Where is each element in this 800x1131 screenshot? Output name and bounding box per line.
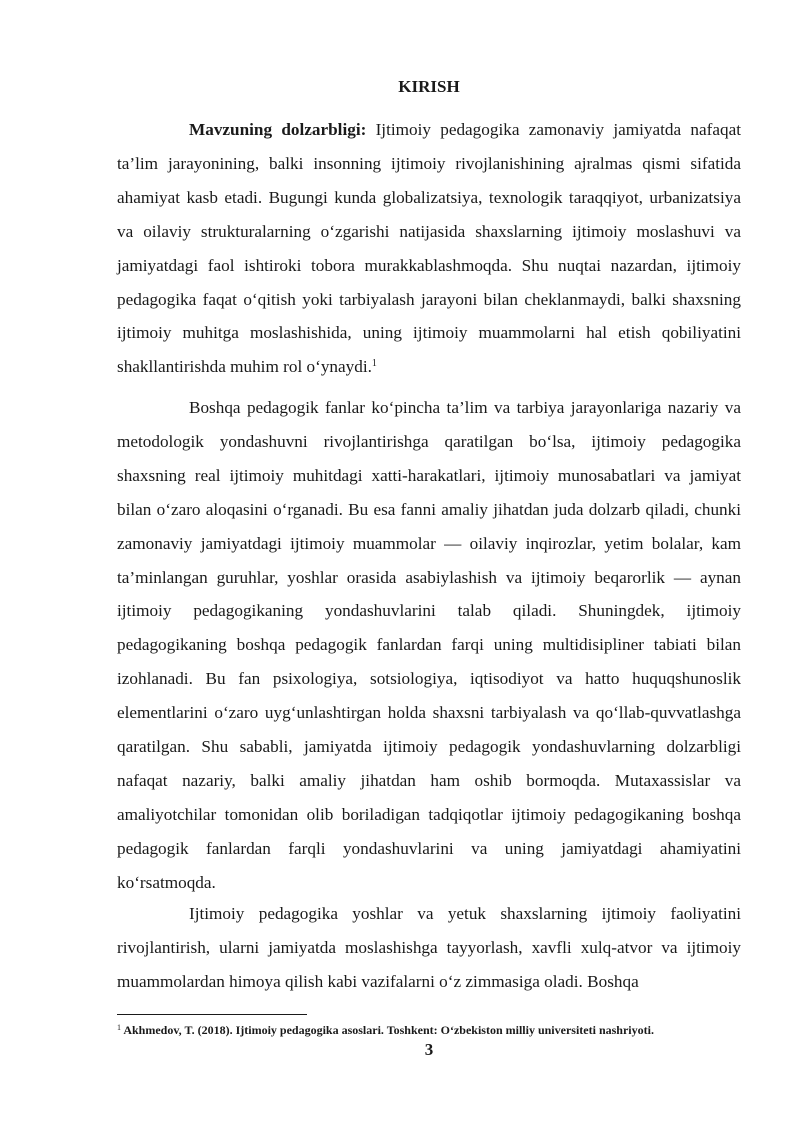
footnote-text: Akhmedov, T. (2018). Ijtimoiy pedagogika asoslari. Toshkent: O‘zbekiston milliy universiteti nashriyoti.	[121, 1023, 654, 1037]
document-page	[117, 0, 741, 1131]
page-number: 3	[424, 1040, 434, 1059]
footnote-separator	[117, 1014, 307, 1015]
paragraph-text: Boshqa pedagogik fanlar ko‘pincha ta’lim va tarbiya jarayonlariga nazariy va metodologik yondashuvni rivojlantirishga qaratilgan bo‘lsa, ijtimoiy pedagogika shaxsning real ijtimoiy muhitdagi xatti-harakatlari, ijtimoiy munosabatlari va jamiyat bilan o‘zaro aloqasini o‘rganadi. Bu esa fanni amaliy jihatdan juda dolzarb qiladi, chunki zamonaviy jamiyatdagi ijtimoiy muammolar — oilaviy inqirozlar, yetim bolalar, kam ta’minlangan guruhlar, yoshlar orasida asabiylashish va ijtimoiy beqarorlik — aynan ijtimoiy pedagogikaning yondashuvlarini talab qiladi. Shuningdek, ijtimoiy pedagogikaning boshqa pedagogik fanlardan farqi uning multidisipliner tabiati bilan izohlanadi. Bu fan psixologiya, sotsiologiya, iqtisodiyot va hatto huquqshunoslik elementlarini o‘zaro uyg‘unlashtirgan holda shaxsni tarbiyalash va qo‘llab-quvvatlashga qaratilgan. Shu sababli, jamiyatda ijtimoiy pedagogik yondashuvlarning dolzarbligi nafaqat nazariy, balki amaliy jihatdan ham oshib bormoqda. Mutaxassislar va amaliyotchilar tomonidan olib boriladigan tadqiqotlar ijtimoiy pedagogikaning boshqa pedagogik fanlardan farqli yondashuvlarini va uning jamiyatdagi ahamiyatini ko‘rsatmoqda.	[117, 398, 741, 892]
paragraph-comparison	[117, 391, 741, 900]
paragraph-lead: Mavzuning dolzarbligi:	[189, 120, 367, 139]
footnote-marker: 1	[117, 1023, 121, 1032]
footnote	[117, 1022, 757, 1038]
paragraph-text: Ijtimoiy pedagogika zamonaviy jamiyatda nafaqat ta’lim jarayonining, balki insonning ijtimoiy rivojlanishining ajralmas qismi sifatida ahamiyat kasb etadi. Bugungi kunda globalizatsiya, texnologik taraqqiyot, urbanizatsiya va oilaviy strukturalarning o‘zgarishi natijasida shaxslarning ijtimoiy moslashuvi va jamiyatdagi faol ishtiroki tobora murakkablashmoqda. Shu nuqtai nazardan, ijtimoiy pedagogika faqat o‘qitish yoki tarbiyalash jarayoni bilan cheklanmaydi, balki shaxsning ijtimoiy muhitga moslashishida, uning ijtimoiy muammolarni hal etish qobiliyatini shakllantirishda muhim rol o‘ynaydi.	[117, 120, 741, 377]
footnote-reference[interactable]: 1	[371, 358, 377, 370]
paragraph-relevance	[117, 113, 741, 384]
section-heading: KIRISH	[398, 77, 460, 96]
paragraph-text: Ijtimoiy pedagogika yoshlar va yetuk shaxslarning ijtimoiy faoliyatini rivojlantirish, ularni jamiyatda moslashishga tayyorlash, xavfli xulq-atvor va ijtimoiy muammolardan himoya qilish kabi vazifalarni o‘z zimmasiga oladi. Boshqa	[117, 904, 741, 991]
paragraph-tasks	[117, 897, 741, 999]
